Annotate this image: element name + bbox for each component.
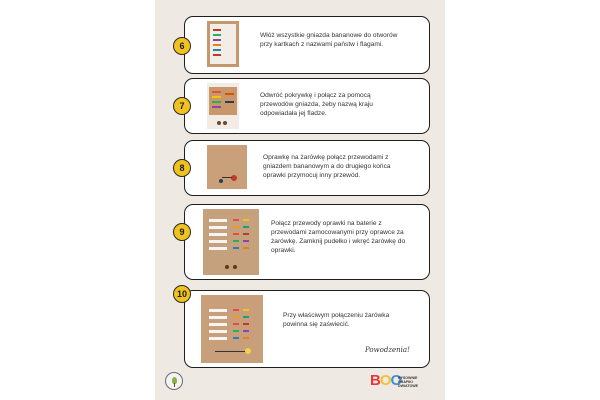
step-photo	[201, 295, 263, 363]
step-text: Włóż wszystkie gniazda bananowe do otworów przy kartkach z nazwami państw i flagami.	[260, 32, 398, 48]
logo-line-3: DWIATOWE	[398, 384, 419, 388]
school-tree-logo	[165, 372, 183, 390]
instruction-sheet	[155, 0, 445, 400]
step-card-8	[179, 140, 430, 196]
step-number-badge: 7	[173, 97, 191, 115]
logo-line-2: GRAFIKI	[398, 380, 413, 384]
step-text: Oprawkę na żarówkę połącz przewodami z gniazdem bananowym a do drugiego końca oprawki przymocuj inny przewód.	[263, 154, 391, 179]
step-number-badge: 9	[173, 223, 191, 241]
step-text: Połącz przewody oprawki na baterie z przewodami zamocowanymi przy oprawce za żarówkę. Zamknij pudełko i wkręć żarówkę do oprawki.	[271, 220, 406, 254]
step-card-7	[179, 78, 430, 134]
step-photo	[207, 145, 247, 189]
step-text: Przy właściwym połączeniu żarówka powinna się zaświecić.	[283, 312, 390, 328]
step-number-badge: 8	[173, 159, 191, 177]
step-number-badge: 6	[173, 37, 191, 55]
step-number-badge: 10	[173, 285, 191, 303]
signature: Powodzenia!	[365, 346, 410, 354]
step-photo	[207, 83, 239, 129]
step-text: Odwróć pokrywkę i połącz za pomocą przewodów gniazda, żeby nazwą kraju odpowiadała jej fladze.	[260, 92, 373, 117]
step-photo	[203, 209, 259, 275]
logo-mark: BOO	[370, 372, 402, 389]
step-card-6	[179, 16, 430, 74]
step-card-9	[179, 204, 430, 280]
step-card-10	[176, 289, 430, 368]
boo-logo	[370, 372, 440, 396]
step-photo	[207, 21, 239, 67]
logo-line-1: RYSOWNIE	[398, 376, 418, 380]
